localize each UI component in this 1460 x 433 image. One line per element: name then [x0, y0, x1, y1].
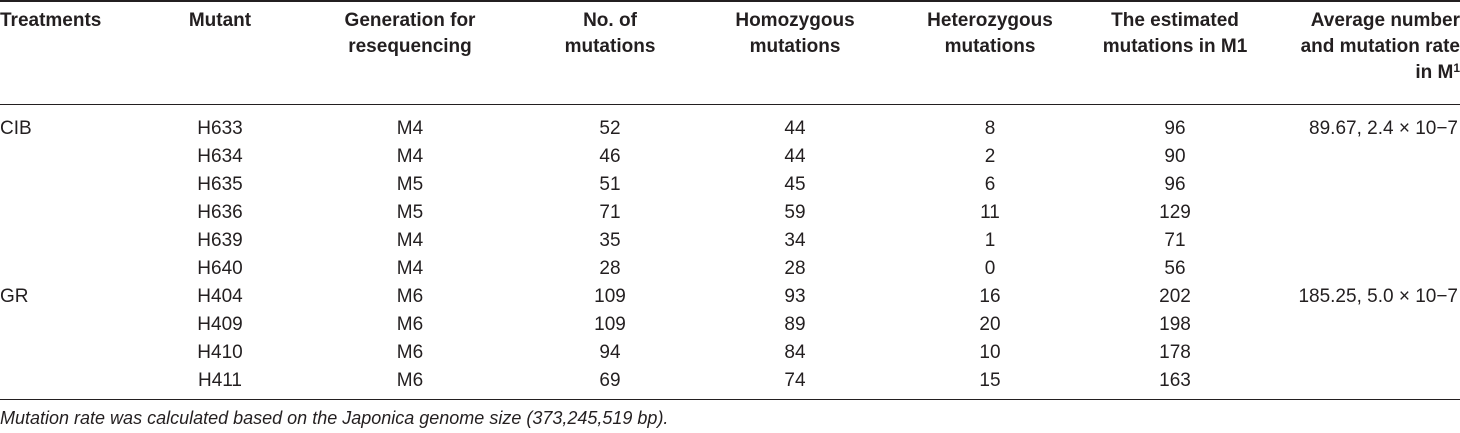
cell-mutant: H636 — [197, 202, 243, 223]
cell-average: 185.25, 5.0 × 10−7 — [1298, 286, 1458, 307]
cell-estimated: 96 — [1164, 174, 1186, 195]
table-row — [0, 284, 1460, 310]
header-rule — [0, 104, 1460, 105]
cell-mutations: 51 — [599, 174, 621, 195]
cell-homozygous: 34 — [784, 230, 806, 251]
cell-mutant: H404 — [197, 286, 243, 307]
table-top-rule — [0, 0, 1460, 2]
cell-mutations: 35 — [599, 230, 621, 251]
cell-generation: M4 — [396, 258, 424, 279]
cell-estimated: 56 — [1164, 258, 1186, 279]
cell-estimated: 71 — [1164, 230, 1186, 251]
cell-average: 89.67, 2.4 × 10−7 — [1309, 118, 1458, 139]
cell-generation: M6 — [396, 342, 424, 363]
cell-heterozygous: 0 — [984, 258, 996, 279]
cell-generation: M4 — [396, 118, 424, 139]
cell-heterozygous: 10 — [979, 342, 1001, 363]
table-row — [0, 144, 1460, 170]
cell-treatment: CIB — [0, 118, 32, 139]
cell-generation: M5 — [396, 202, 424, 223]
table-row — [0, 368, 1460, 394]
header-heterozygous: Heterozygous mutations — [927, 10, 1053, 57]
cell-mutations: 69 — [599, 370, 621, 391]
cell-mutant: H410 — [197, 342, 243, 363]
cell-heterozygous: 8 — [984, 118, 996, 139]
cell-homozygous: 84 — [784, 342, 806, 363]
header-generation: Generation for resequencing — [344, 10, 476, 57]
table-row — [0, 228, 1460, 254]
header-mutant: Mutant — [188, 10, 252, 31]
table-row — [0, 200, 1460, 226]
header-estimated-m1: The estimated mutations in M1 — [1102, 10, 1248, 57]
cell-mutations: 46 — [599, 146, 621, 167]
cell-mutant: H635 — [197, 174, 243, 195]
cell-estimated: 129 — [1159, 202, 1191, 223]
cell-heterozygous: 11 — [980, 202, 1000, 223]
cell-mutations: 52 — [599, 118, 621, 139]
table-row — [0, 340, 1460, 366]
cell-heterozygous: 1 — [984, 230, 996, 251]
cell-generation: M5 — [396, 174, 424, 195]
cell-mutant: H633 — [197, 118, 243, 139]
cell-mutant: H411 — [197, 370, 242, 391]
cell-mutations: 28 — [599, 258, 621, 279]
header-homozygous: Homozygous mutations — [735, 10, 855, 57]
table-row — [0, 172, 1460, 198]
cell-generation: M4 — [396, 230, 424, 251]
cell-heterozygous: 16 — [979, 286, 1001, 307]
cell-homozygous: 44 — [784, 118, 806, 139]
cell-heterozygous: 2 — [984, 146, 996, 167]
cell-heterozygous: 6 — [984, 174, 996, 195]
cell-generation: M4 — [396, 146, 424, 167]
cell-estimated: 90 — [1164, 146, 1186, 167]
table-bottom-rule — [0, 399, 1460, 400]
header-treatments: Treatments — [0, 10, 102, 31]
cell-estimated: 178 — [1159, 342, 1191, 363]
header-no-of-mutations: No. of mutations — [564, 10, 656, 57]
cell-homozygous: 74 — [784, 370, 806, 391]
cell-estimated: 198 — [1159, 314, 1191, 335]
cell-homozygous: 93 — [784, 286, 806, 307]
cell-mutations: 71 — [599, 202, 621, 223]
header-average-rate: Average number and mutation rate in $M^1$ — [1300, 10, 1460, 83]
cell-generation: M6 — [396, 370, 424, 391]
table-footnote: Mutation rate was calculated based on the Japonica genome size (373,245,519 bp). — [0, 408, 669, 428]
cell-treatment: GR — [0, 286, 29, 307]
cell-generation: M6 — [396, 314, 424, 335]
cell-estimated: 202 — [1159, 286, 1191, 307]
cell-homozygous: 44 — [784, 146, 806, 167]
cell-generation: M6 — [396, 286, 424, 307]
cell-estimated: 96 — [1164, 118, 1186, 139]
table-row — [0, 256, 1460, 282]
cell-mutations: 94 — [599, 342, 621, 363]
cell-heterozygous: 20 — [979, 314, 1001, 335]
cell-mutant: H409 — [197, 314, 243, 335]
cell-homozygous: 45 — [784, 174, 806, 195]
cell-mutant: H634 — [197, 146, 243, 167]
cell-heterozygous: 15 — [979, 370, 1001, 391]
cell-estimated: 163 — [1159, 370, 1191, 391]
cell-mutant: H640 — [197, 258, 243, 279]
cell-mutant: H639 — [197, 230, 243, 251]
cell-homozygous: 89 — [784, 314, 806, 335]
cell-homozygous: 59 — [784, 202, 806, 223]
cell-mutations: 109 — [594, 314, 626, 335]
table-row — [0, 312, 1460, 338]
cell-mutations: 109 — [594, 286, 626, 307]
table-row — [0, 116, 1460, 142]
cell-homozygous: 28 — [784, 258, 806, 279]
